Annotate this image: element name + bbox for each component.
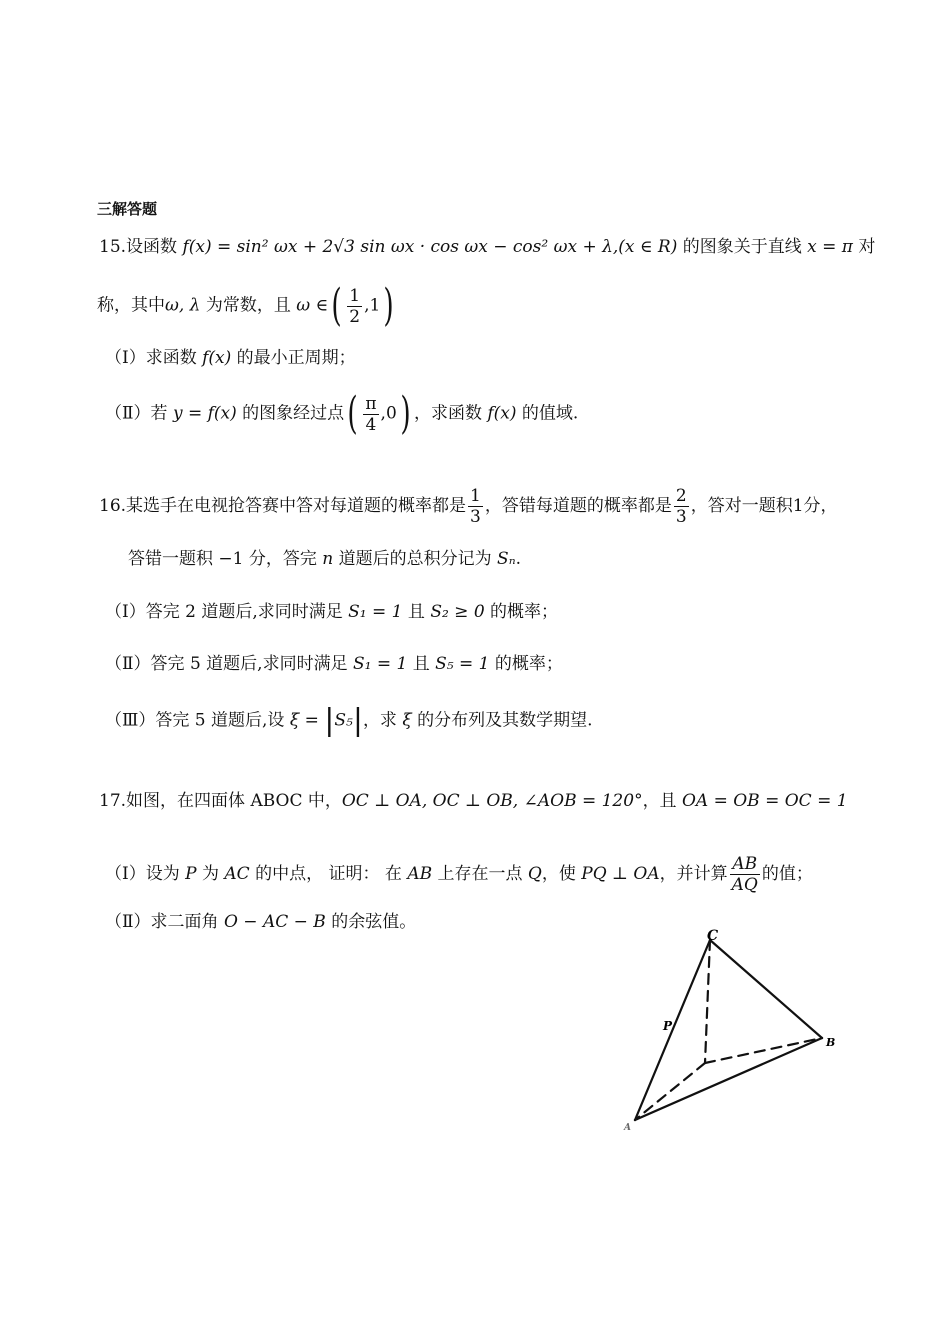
q15-part-1: （Ⅰ）求函数 f(x) 的最小正周期； [105, 348, 356, 368]
fraction-one-third: $\frac{1}{3}$ [470, 486, 481, 527]
q15-line-2 [97, 280, 398, 331]
q16-part-3: （Ⅲ）答完 5 道题后,设 ξ = |S₅|，求 ξ 的分布列及其数学期望. [105, 703, 593, 738]
paren-right: ) [400, 388, 411, 439]
abs-bar-right: | [352, 703, 363, 738]
fraction-two-thirds: $\frac{2}{3}$ [675, 486, 687, 527]
paren-left: ( [331, 280, 342, 331]
fraction-one-half: $\frac{1}{2}$ [349, 285, 361, 327]
q17-line-1: 17.如图，在四面体 ABOC 中，OC ⊥ OA, OC ⊥ OB, ∠AOB = 120°，且 OA = OB = OC = 1 [99, 791, 848, 811]
q16-line-2: 答错一题积 −1 分，答完 n 道题后的总积分记为 Sₙ. [128, 549, 521, 569]
q15-text: 15.设函数 [99, 237, 183, 257]
q15-omega-range-label: ω ∈ [296, 295, 329, 316]
q15-text: 的图象关于直线 [677, 237, 808, 257]
q16-line-1: 16.某选手在电视抢答赛中答对每道题的概率都是 $\frac{1}{3}$ ，答错每道题的概率都是 $\frac{2}{3}$ ，答对一题积1分， [99, 486, 838, 527]
tetrahedron-figure [610, 920, 850, 1140]
edge-oa-dashed [635, 1063, 705, 1120]
q16-part-1: （Ⅰ）答完 2 道题后,求同时满足 S₁ = 1 且 S₂ ≥ 0 的概率； [105, 602, 559, 622]
q15-function-formula: f(x) = sin² ωx + 2√3 sin ωx · cos ωx − cos² ωx + λ,(x ∈ R) [182, 237, 678, 257]
paren-right: ) [383, 280, 395, 331]
fraction-ab-over-aq: $\frac{AB}{AQ}$ [731, 854, 758, 895]
q15-text: 对 [852, 237, 876, 257]
label-b: B [826, 1036, 836, 1049]
edge-co-dashed [705, 940, 710, 1063]
label-c: C [707, 928, 719, 944]
q17-part-1: （Ⅰ）设为 P 为 AC 的中点， 证明： 在 AB 上存在一点 Q，使 PQ ⊥ OA，并计算 $\frac{AB}{AQ}$ 的值； [105, 854, 813, 895]
fraction-pi-over-4: $\frac{\pi}{4}$ [365, 393, 377, 435]
q15-axis-line: x = π [807, 237, 853, 257]
q17-part-2: （Ⅱ）求二面角 O − AC − B 的余弦值。 [105, 912, 417, 932]
abs-bar-left: | [324, 703, 335, 738]
q15-part-2: （Ⅱ）若 y = f(x) 的图象经过点( $\frac{\pi}{4}$ ,0) ，求函数 f(x) 的值域. [105, 388, 579, 439]
q15-text: 为常数，且 [200, 295, 297, 316]
edge-cb [710, 940, 822, 1038]
q16-part-2: （Ⅱ）答完 5 道题后,求同时满足 S₁ = 1 且 S₅ = 1 的概率； [105, 654, 563, 674]
section-title: 三解答题 [97, 200, 158, 218]
label-p: P [663, 1019, 673, 1033]
q15-text: 称，其中 [97, 295, 165, 316]
label-a: A [624, 1123, 631, 1133]
q15-line-1 [99, 237, 875, 257]
paren-left: ( [347, 388, 358, 439]
edge-ob-dashed [705, 1038, 822, 1063]
q15-constants: ω, λ [165, 295, 201, 316]
q15-interval-end: ,1 [364, 295, 381, 316]
